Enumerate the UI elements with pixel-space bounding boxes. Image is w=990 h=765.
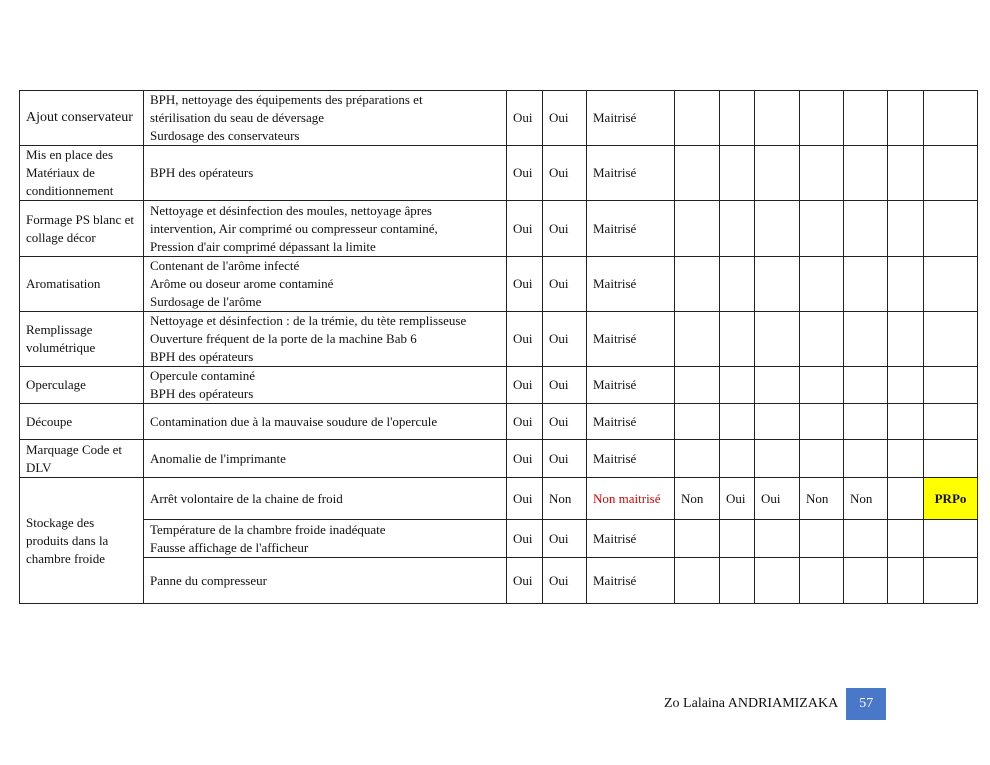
empty-cell bbox=[844, 367, 888, 404]
empty-cell bbox=[675, 257, 720, 312]
empty-cell bbox=[844, 312, 888, 367]
empty-cell bbox=[800, 91, 844, 146]
empty-cell bbox=[720, 257, 755, 312]
empty-cell bbox=[844, 201, 888, 257]
danger-line: Nettoyage et désinfection des moules, nettoyage âpres bbox=[150, 202, 432, 218]
table-row bbox=[20, 440, 978, 478]
empty-cell bbox=[800, 201, 844, 257]
empty-cell bbox=[755, 404, 800, 440]
status-cell: Maitrisé bbox=[587, 312, 675, 367]
table-row bbox=[20, 146, 978, 201]
q1-cell: Oui bbox=[507, 404, 543, 440]
q1-cell: Oui bbox=[507, 558, 543, 604]
empty-cell bbox=[800, 257, 844, 312]
q2-cell: Oui bbox=[543, 558, 587, 604]
step-cell: Stockage des produits dans la chambre froide bbox=[20, 478, 144, 604]
q2-cell: Non bbox=[543, 478, 587, 520]
empty-cell bbox=[675, 91, 720, 146]
q2-cell: Oui bbox=[543, 257, 587, 312]
status-cell: Maitrisé bbox=[587, 367, 675, 404]
answer-cell bbox=[888, 478, 924, 520]
table-row bbox=[20, 201, 978, 257]
status-cell: Maitrisé bbox=[587, 91, 675, 146]
q1-cell: Oui bbox=[507, 257, 543, 312]
danger-line: Nettoyage et désinfection : de la trémie, du tète remplisseuse bbox=[150, 313, 467, 328]
danger-line: Fausse affichage de l'afficheur bbox=[150, 539, 309, 555]
empty-cell bbox=[800, 367, 844, 404]
q1-cell: Oui bbox=[507, 367, 543, 404]
empty-cell bbox=[924, 312, 978, 367]
empty-cell bbox=[755, 367, 800, 404]
empty-cell bbox=[720, 520, 755, 558]
empty-cell bbox=[888, 404, 924, 440]
empty-cell bbox=[755, 440, 800, 478]
empty-cell bbox=[720, 558, 755, 604]
empty-cell bbox=[924, 404, 978, 440]
empty-cell bbox=[888, 257, 924, 312]
empty-cell bbox=[924, 520, 978, 558]
empty-cell bbox=[844, 520, 888, 558]
empty-cell bbox=[720, 312, 755, 367]
q1-cell: Oui bbox=[507, 440, 543, 478]
danger-line: Panne du compresseur bbox=[150, 572, 267, 588]
status-cell: Maitrisé bbox=[587, 201, 675, 257]
empty-cell bbox=[755, 520, 800, 558]
danger-cell bbox=[144, 91, 507, 146]
table-row bbox=[20, 367, 978, 404]
danger-cell bbox=[144, 404, 507, 440]
empty-cell bbox=[720, 367, 755, 404]
table-row bbox=[20, 478, 978, 520]
q2-cell: Oui bbox=[543, 91, 587, 146]
step-cell: Formage PS blanc et collage décor bbox=[20, 201, 144, 257]
empty-cell bbox=[800, 404, 844, 440]
empty-cell bbox=[800, 558, 844, 604]
danger-cell bbox=[144, 312, 507, 367]
empty-cell bbox=[675, 440, 720, 478]
empty-cell bbox=[888, 91, 924, 146]
empty-cell bbox=[675, 404, 720, 440]
empty-cell bbox=[720, 201, 755, 257]
empty-cell bbox=[675, 146, 720, 201]
empty-cell bbox=[924, 367, 978, 404]
empty-cell bbox=[924, 146, 978, 201]
danger-line: BPH des opérateurs bbox=[150, 349, 254, 364]
empty-cell bbox=[720, 440, 755, 478]
danger-line: Arrêt volontaire de la chaine de froid bbox=[150, 490, 343, 506]
empty-cell bbox=[888, 440, 924, 478]
author-name: Zo Lalaina ANDRIAMIZAKA bbox=[664, 696, 839, 711]
q1-cell: Oui bbox=[507, 146, 543, 201]
table-row bbox=[20, 312, 978, 367]
step-cell: Découpe bbox=[20, 404, 144, 440]
status-cell: Non maitrisé bbox=[587, 478, 675, 520]
result-badge: PRPo bbox=[924, 478, 978, 520]
q1-cell: Oui bbox=[507, 312, 543, 367]
danger-line: Température de la chambre froide inadéquate bbox=[150, 521, 386, 537]
danger-cell bbox=[144, 478, 507, 520]
q2-cell: Oui bbox=[543, 201, 587, 257]
empty-cell bbox=[800, 520, 844, 558]
empty-cell bbox=[924, 257, 978, 312]
empty-cell bbox=[755, 558, 800, 604]
danger-line: Contenant de l'arôme infecté bbox=[150, 258, 300, 273]
danger-line: Surdosage des conservateurs bbox=[150, 128, 300, 143]
empty-cell bbox=[888, 201, 924, 257]
empty-cell bbox=[924, 91, 978, 146]
step-cell: Ajout conservateur bbox=[20, 91, 144, 146]
empty-cell bbox=[755, 257, 800, 312]
step-cell: Aromatisation bbox=[20, 257, 144, 312]
empty-cell bbox=[888, 146, 924, 201]
danger-cell bbox=[144, 201, 507, 257]
danger-line: Anomalie de l'imprimante bbox=[150, 450, 286, 466]
status-cell: Maitrisé bbox=[587, 558, 675, 604]
answer-cell: Non bbox=[800, 478, 844, 520]
danger-cell bbox=[144, 520, 507, 558]
empty-cell bbox=[844, 257, 888, 312]
danger-cell bbox=[144, 558, 507, 604]
q1-cell: Oui bbox=[507, 520, 543, 558]
empty-cell bbox=[675, 520, 720, 558]
answer-cell: Non bbox=[844, 478, 888, 520]
q2-cell: Oui bbox=[543, 146, 587, 201]
empty-cell bbox=[755, 312, 800, 367]
q1-cell: Oui bbox=[507, 91, 543, 146]
danger-line: Pression d'air comprimé dépassant la limite bbox=[150, 238, 376, 254]
empty-cell bbox=[755, 146, 800, 201]
table-row bbox=[20, 404, 978, 440]
answer-cell: Oui bbox=[720, 478, 755, 520]
q2-cell: Oui bbox=[543, 312, 587, 367]
empty-cell bbox=[675, 558, 720, 604]
empty-cell bbox=[924, 558, 978, 604]
status-cell: Maitrisé bbox=[587, 520, 675, 558]
danger-cell bbox=[144, 257, 507, 312]
danger-line: stérilisation du seau de déversage bbox=[150, 110, 324, 125]
empty-cell bbox=[755, 201, 800, 257]
table-row bbox=[20, 91, 978, 146]
empty-cell bbox=[720, 146, 755, 201]
q2-cell: Oui bbox=[543, 440, 587, 478]
danger-cell bbox=[144, 440, 507, 478]
empty-cell bbox=[675, 312, 720, 367]
status-cell: Maitrisé bbox=[587, 440, 675, 478]
step-cell: Operculage bbox=[20, 367, 144, 404]
answer-cell: Oui bbox=[755, 478, 800, 520]
empty-cell bbox=[675, 201, 720, 257]
answer-cell: Non bbox=[675, 478, 720, 520]
empty-cell bbox=[720, 404, 755, 440]
empty-cell bbox=[800, 440, 844, 478]
danger-line: BPH des opérateurs bbox=[150, 386, 254, 401]
table-row bbox=[20, 520, 978, 558]
empty-cell bbox=[844, 91, 888, 146]
danger-line: Arôme ou doseur arome contaminé bbox=[150, 276, 334, 291]
empty-cell bbox=[844, 440, 888, 478]
danger-line: BPH des opérateurs bbox=[150, 165, 254, 180]
haccp-table bbox=[19, 90, 978, 604]
danger-cell bbox=[144, 146, 507, 201]
empty-cell bbox=[844, 404, 888, 440]
table-row bbox=[20, 558, 978, 604]
empty-cell bbox=[924, 440, 978, 478]
empty-cell bbox=[800, 312, 844, 367]
danger-line: BPH, nettoyage des équipements des préparations et bbox=[150, 92, 423, 107]
empty-cell bbox=[924, 201, 978, 257]
q2-cell: Oui bbox=[543, 404, 587, 440]
step-cell: Mis en place des Matériaux de conditionnement bbox=[20, 146, 144, 201]
q1-cell: Oui bbox=[507, 201, 543, 257]
empty-cell bbox=[888, 558, 924, 604]
step-cell: Remplissage volumétrique bbox=[20, 312, 144, 367]
status-cell: Maitrisé bbox=[587, 257, 675, 312]
q2-cell: Oui bbox=[543, 367, 587, 404]
q2-cell: Oui bbox=[543, 520, 587, 558]
page-number: 57 bbox=[846, 688, 886, 720]
step-cell: Marquage Code et DLV bbox=[20, 440, 144, 478]
empty-cell bbox=[888, 312, 924, 367]
page-footer bbox=[664, 688, 886, 720]
empty-cell bbox=[888, 367, 924, 404]
danger-line: Ouverture fréquent de la porte de la machine Bab 6 bbox=[150, 331, 417, 346]
status-cell: Maitrisé bbox=[587, 404, 675, 440]
danger-line: intervention, Air comprimé ou compresseur contaminé, bbox=[150, 220, 438, 236]
danger-line: Surdosage de l'arôme bbox=[150, 294, 262, 309]
danger-cell bbox=[144, 367, 507, 404]
status-cell: Maitrisé bbox=[587, 146, 675, 201]
empty-cell bbox=[800, 146, 844, 201]
danger-line: Contamination due à la mauvaise soudure de l'opercule bbox=[150, 413, 438, 429]
empty-cell bbox=[675, 367, 720, 404]
empty-cell bbox=[755, 91, 800, 146]
empty-cell bbox=[844, 146, 888, 201]
table-row bbox=[20, 257, 978, 312]
danger-line: Opercule contaminé bbox=[150, 368, 256, 383]
empty-cell bbox=[720, 91, 755, 146]
q1-cell: Oui bbox=[507, 478, 543, 520]
empty-cell bbox=[844, 558, 888, 604]
empty-cell bbox=[888, 520, 924, 558]
